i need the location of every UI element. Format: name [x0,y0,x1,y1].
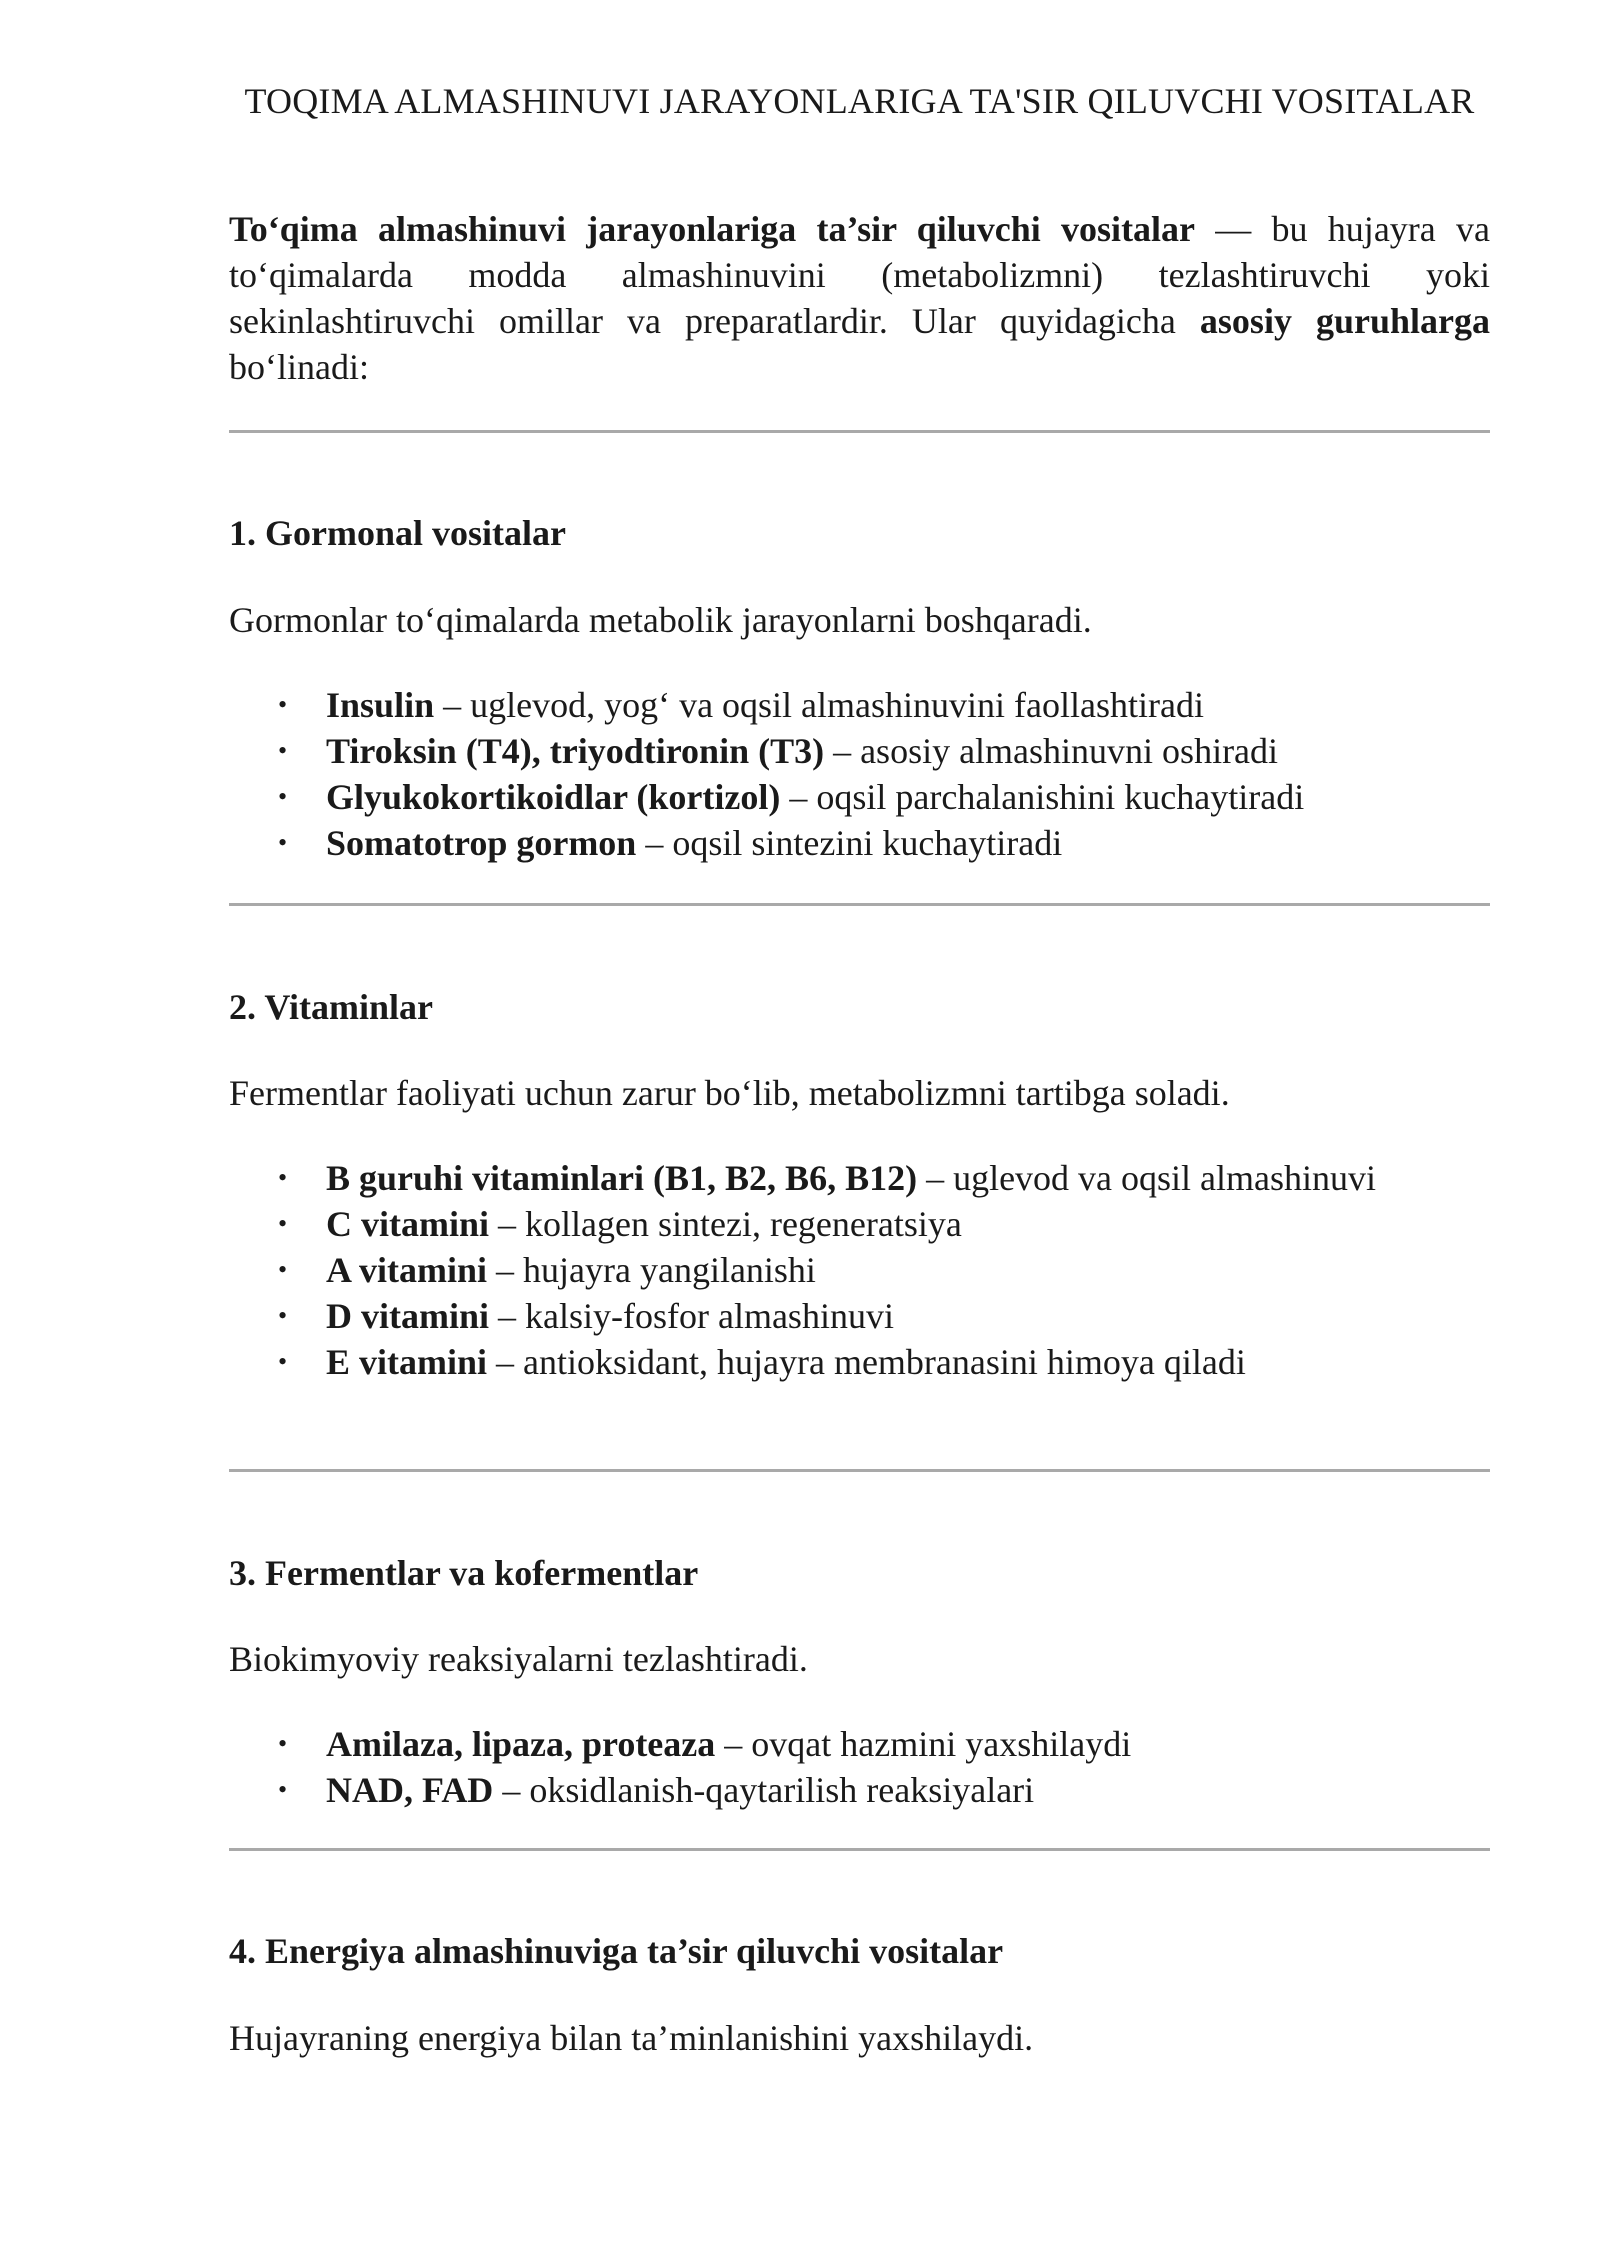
item-text: – oqsil parchalanishini kuchaytiradi [780,777,1305,817]
intro-text-end: bo‘linadi: [229,347,369,387]
section-heading-fermentlar: 3. Fermentlar va kofermentlar [229,1553,699,1593]
item-text: – uglevod va oqsil almashinuvi [917,1158,1377,1198]
bullet-icon: • [278,1163,288,1192]
list-item [229,1293,1490,1339]
bullet-icon: • [278,828,288,857]
item-name: Amilaza, lipaza, proteaza [326,1724,716,1764]
bullet-icon: • [278,690,288,719]
section-divider [229,1848,1490,1851]
section-heading-energiya: 4. Energiya almashinuviga ta’sir qiluvchi vositalar [229,1931,1004,1971]
bullet-icon: • [278,1775,288,1804]
list-item [229,820,1490,866]
item-text: – oqsil sintezini kuchaytiradi [636,823,1063,863]
section-divider [229,903,1490,906]
item-text: – ovqat hazmini yaxshilaydi [715,1724,1132,1764]
bullet-icon: • [278,736,288,765]
section-heading-vitaminlar: 2. Vitaminlar [229,987,433,1027]
list-item [229,1767,1490,1813]
section-description-vitaminlar: Fermentlar faoliyati uchun zarur bo‘lib, metabolizmni tartibga soladi. [229,1073,1230,1113]
section-description-energiya: Hujayraning energiya bilan ta’minlanishini yaxshilaydi. [229,2018,1034,2058]
vitaminlar-list [229,1155,1490,1385]
item-text: – oksidlanish-qaytarilish reaksiyalari [493,1770,1035,1810]
item-text: – kollagen sintezi, regeneratsiya [489,1204,962,1244]
section-divider [229,1469,1490,1472]
list-item [229,774,1490,820]
item-text: – uglevod, yog‘ va oqsil almashinuvini faollashtiradi [434,685,1204,725]
intro-bold-groups: asosiy guruhlarga [1199,301,1491,341]
section-heading-gormonal: 1. Gormonal vositalar [229,513,566,553]
item-name: Tiroksin (T4), triyodtironin (T3) [326,731,825,771]
list-item [229,1201,1490,1247]
list-item [229,1155,1490,1201]
item-name: C vitamini [326,1204,490,1244]
section-divider [229,430,1490,433]
gormonal-list [229,682,1490,866]
list-item [229,682,1490,728]
item-name: Somatotrop gormon [326,823,637,863]
item-name: Glyukokortikoidlar (kortizol) [326,777,781,817]
item-name: D vitamini [326,1296,490,1336]
list-item [229,728,1490,774]
item-name: A vitamini [326,1250,488,1290]
fermentlar-list [229,1721,1490,1813]
item-name: B guruhi vitaminlari (B1, B2, B6, B12) [326,1158,918,1198]
bullet-icon: • [278,1301,288,1330]
document-title: TOQIMA ALMASHINUVI JARAYONLARIGA TA'SIR QILUVCHI VOSITALAR [244,81,1475,121]
item-name: Insulin [326,685,435,725]
item-name: NAD, FAD [326,1770,494,1810]
item-text: – hujayra yangilanishi [487,1250,816,1290]
list-item [229,1721,1490,1767]
bullet-icon: • [278,1729,288,1758]
section-description-gormonal: Gormonlar to‘qimalarda metabolik jarayonlarni boshqaradi. [229,600,1092,640]
intro-bold-term: To‘qima almashinuvi jarayonlariga ta’sir qiluvchi vositalar [229,209,1196,249]
list-item [229,1339,1490,1385]
bullet-icon: • [278,1255,288,1284]
bullet-icon: • [278,1347,288,1376]
item-text: – asosiy almashinuvni oshiradi [824,731,1279,771]
item-name: E vitamini [326,1342,488,1382]
intro-paragraph [229,206,1490,390]
list-item [229,1247,1490,1293]
item-text: – kalsiy-fosfor almashinuvi [489,1296,894,1336]
bullet-icon: • [278,1209,288,1238]
bullet-icon: • [278,782,288,811]
intro-text: — bu hujayra va to‘qimalarda modda almashinuvini (metabolizmni) tezlashtiruvchi yoki sekinlashtiruvchi omillar va preparatlardir. Ular quyidagicha [229,209,1490,341]
item-text: – antioksidant, hujayra membranasini himoya qiladi [487,1342,1246,1382]
section-description-fermentlar: Biokimyoviy reaksiyalarni tezlashtiradi. [229,1639,808,1679]
